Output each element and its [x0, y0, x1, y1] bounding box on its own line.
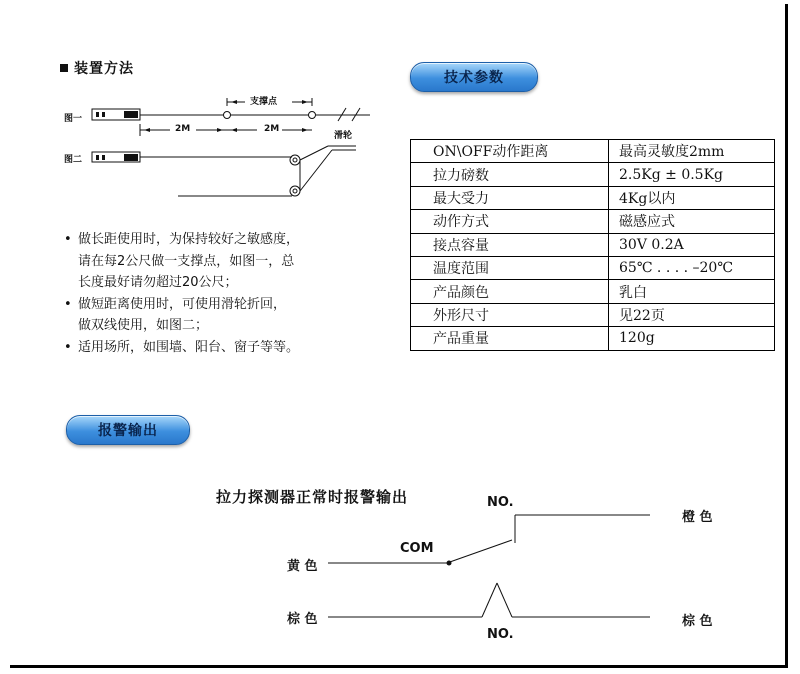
tech-specs-button[interactable]: 技术参数: [410, 62, 538, 92]
spec-name: ON\OFF动作距离: [411, 140, 609, 163]
spec-name: 产品颜色: [411, 280, 609, 303]
note-line: 请在每2公尺做一支撑点，如图一，总: [78, 253, 295, 269]
note-line: 做双线使用，如图二；: [78, 318, 209, 333]
spec-name: 最大受力: [411, 186, 609, 209]
no-label-bottom: NO.: [487, 627, 514, 642]
spec-value: 见22页: [609, 303, 775, 326]
brown-wire-label-right: 棕 色: [682, 614, 713, 629]
alarm-heading: 拉力探测器正常时报警输出: [216, 488, 409, 506]
spec-value: 65℃ . . . . –20℃: [609, 256, 775, 279]
spec-value: 120g: [609, 327, 775, 350]
distance-label-2: 2M: [264, 124, 280, 134]
spec-name: 动作方式: [411, 210, 609, 233]
note-line: • 做短距离使用时，可使用滑轮折回，: [64, 294, 299, 316]
com-label: COM: [400, 541, 434, 556]
fig2-label: 图二: [64, 155, 83, 165]
spec-value: 2.5Kg ± 0.5Kg: [609, 163, 775, 186]
spec-value: 4Kg以内: [609, 186, 775, 209]
spec-value: 30V 0.2A: [609, 233, 775, 256]
spec-name: 外形尺寸: [411, 303, 609, 326]
fig1-label: 图一: [64, 114, 83, 124]
brown-wire-label-left: 棕 色: [287, 612, 318, 627]
note-line: 长度最好请勿超过20公尺；: [78, 275, 238, 290]
orange-wire-label: 橙 色: [682, 510, 713, 525]
pulley-label: 滑轮: [334, 131, 353, 141]
spec-name: 拉力磅数: [411, 163, 609, 186]
alarm-output-button[interactable]: 报警输出: [66, 415, 190, 445]
note-line: • 适用场所，如围墙、阳台、窗子等等。: [64, 337, 299, 359]
distance-label-1: 2M: [175, 124, 191, 134]
spec-value: 最高灵敏度2mm: [609, 140, 775, 163]
spec-value: 磁感应式: [609, 210, 775, 233]
yellow-wire-label: 黄 色: [287, 559, 318, 574]
note-line: • 做长距使用时，为保持较好之敏感度，: [64, 229, 299, 251]
support-point-label: 支撑点: [250, 97, 278, 107]
no-label-top: NO.: [487, 495, 514, 510]
spec-value: 乳白: [609, 280, 775, 303]
spec-name: 温度范围: [411, 256, 609, 279]
install-title: 装置方法: [60, 58, 134, 78]
spec-name: 产品重量: [411, 327, 609, 350]
spec-name: 接点容量: [411, 233, 609, 256]
com-contact: [447, 561, 452, 566]
